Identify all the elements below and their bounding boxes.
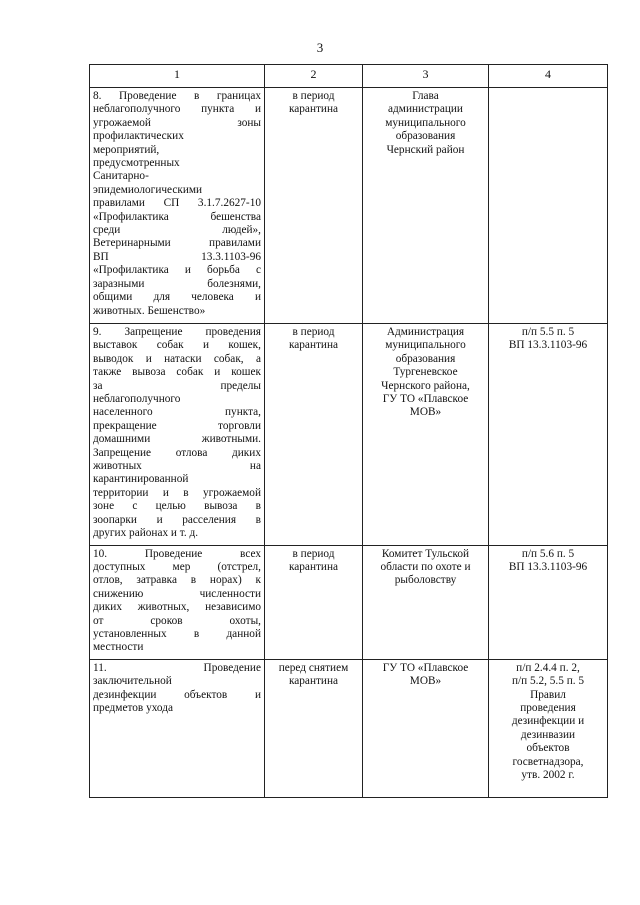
responsible-line: образования: [395, 352, 456, 365]
measure-description-cell: [90, 324, 265, 546]
responsible-line: Тургеневское: [393, 366, 458, 379]
description-line: общими для человека и: [93, 291, 261, 304]
deadline-line: перед снятием: [278, 661, 349, 674]
description-line: прекращение торговли: [93, 419, 261, 432]
description-line: 10. Проведение всех: [93, 547, 261, 560]
page-number: 3: [316, 40, 324, 55]
description-line: 11. Проведение: [93, 661, 261, 674]
responsible-line: МОВ»: [409, 675, 442, 688]
basis-line: ВП 13.3.1103-96: [508, 339, 588, 352]
deadline-line: в период: [292, 90, 335, 102]
responsible-line: области по охоте и: [380, 560, 471, 573]
basis-line: Правил: [530, 688, 566, 701]
deadline-cell: [265, 324, 363, 546]
description-line: выставок собак и кошек,: [93, 339, 261, 352]
basis-line: объектов: [526, 742, 570, 755]
description-line: предметов ухода: [93, 701, 174, 714]
basis-line: утв. 2002 г.: [521, 769, 575, 781]
basis-line: п/п 2.4.4 п. 2,: [516, 661, 580, 674]
description-line: животных. Бешенство»: [93, 304, 206, 317]
column-header-3: 3: [363, 65, 489, 88]
description-line: за пределы: [93, 379, 261, 392]
basis-cell: [489, 88, 608, 324]
description-line: диких животных, независимо: [93, 601, 261, 614]
responsible-line: муниципального: [385, 339, 466, 352]
basis-line: госветнадзора,: [512, 755, 584, 768]
responsible-line: Чернский район: [386, 143, 465, 156]
description-line: зоопарки и расселения в: [93, 513, 261, 526]
deadline-cell: [265, 659, 363, 797]
description-line: снижению численности: [93, 587, 261, 600]
description-line: населенного пункта,: [93, 406, 261, 419]
description-line: выводок и натаски собак, а: [93, 352, 261, 365]
basis-line: дезинфекции и: [511, 715, 585, 728]
table-row: [90, 88, 608, 324]
responsible-line: администрации: [388, 103, 463, 116]
deadline-cell: [265, 545, 363, 659]
measure-description-cell: [90, 659, 265, 797]
description-line: карантинированной: [93, 473, 189, 486]
responsible-line: образования: [395, 130, 456, 143]
responsible-line: МОВ»: [409, 406, 442, 419]
description-line: животных на: [93, 460, 261, 473]
measures-table: [89, 64, 608, 798]
description-line: отлов, затравка в норах) к: [93, 574, 261, 587]
column-header-1: 1: [90, 65, 265, 88]
description-line: территории и в угрожаемой: [93, 486, 261, 499]
deadline-line: карантина: [288, 560, 339, 573]
description-line: зоне с целью вывоза в: [93, 500, 261, 513]
description-line: также вывоза собак и кошек: [93, 366, 261, 379]
responsible-cell: [363, 88, 489, 324]
description-line: ВП 13.3.1103-96: [93, 250, 261, 263]
basis-cell: [489, 324, 608, 546]
basis-line: проведения: [520, 701, 576, 714]
description-line: заразными болезнями,: [93, 277, 261, 290]
description-line: «Профилактика бешенства: [93, 210, 261, 223]
basis-cell: [489, 545, 608, 659]
responsible-line: рыболовству: [394, 574, 457, 587]
responsible-line: Комитет Тульской: [381, 547, 470, 560]
description-line: «Профилактика и борьба с: [93, 264, 261, 277]
description-line: мероприятий,: [93, 143, 160, 156]
responsible-line: ГУ ТО «Плавское: [382, 661, 469, 674]
responsible-line: Администрация: [386, 326, 465, 338]
deadline-line: в период: [292, 547, 335, 560]
description-line: Запрещение отлова диких: [93, 446, 261, 459]
description-line: угрожаемой зоны: [93, 116, 261, 129]
description-line: других районах и т. д.: [93, 527, 199, 540]
description-line: 8. Проведение в границах: [93, 90, 261, 102]
basis-cell: [489, 659, 608, 797]
deadline-line: в период: [292, 326, 335, 338]
description-line: доступных мер (отстрел,: [93, 560, 261, 573]
basis-line: ВП 13.3.1103-96: [508, 560, 588, 573]
deadline-line: карантина: [288, 339, 339, 352]
column-header-2: 2: [265, 65, 363, 88]
responsible-line: Глава: [412, 90, 439, 102]
table-header-row: [90, 65, 608, 88]
description-line: среди людей»,: [93, 224, 261, 237]
responsible-cell: [363, 545, 489, 659]
description-line: от сроков охоты,: [93, 614, 261, 627]
description-line: эпидемиологическими: [93, 183, 203, 196]
measure-description-cell: [90, 88, 265, 324]
deadline-cell: [265, 88, 363, 324]
deadline-line: карантина: [288, 675, 339, 688]
responsible-line: муниципального: [385, 116, 466, 129]
description-line: местности: [93, 641, 144, 654]
description-line: правилами СП 3.1.7.2627-10: [93, 197, 261, 210]
description-line: предусмотренных: [93, 157, 180, 170]
table-row: [90, 545, 608, 659]
basis-line: дезинвазии: [520, 728, 576, 741]
description-line: установленных в данной: [93, 627, 261, 640]
basis-line: п/п 5.2, 5.5 п. 5: [511, 675, 585, 688]
deadline-line: карантина: [288, 103, 339, 116]
description-line: профилактических: [93, 130, 184, 143]
table-body: [90, 88, 608, 798]
basis-line: п/п 5.6 п. 5: [521, 547, 575, 560]
description-line: неблагополучного: [93, 393, 181, 406]
description-line: Ветеринарными правилами: [93, 237, 261, 250]
responsible-cell: [363, 324, 489, 546]
basis-line: п/п 5.5 п. 5: [521, 326, 575, 338]
measure-description-cell: [90, 545, 265, 659]
column-header-4: 4: [489, 65, 608, 88]
description-line: Санитарно-: [93, 170, 149, 183]
responsible-cell: [363, 659, 489, 797]
description-line: неблагополучного пункта и: [93, 103, 261, 116]
description-line: заключительной: [93, 675, 172, 688]
responsible-line: Чернского района,: [381, 379, 470, 392]
description-line: дезинфекции объектов и: [93, 688, 261, 701]
description-line: домашними животными.: [93, 433, 261, 446]
description-line: 9. Запрещение проведения: [93, 326, 261, 338]
table-row: [90, 324, 608, 546]
responsible-line: ГУ ТО «Плавское: [382, 393, 469, 406]
table-row: [90, 659, 608, 797]
